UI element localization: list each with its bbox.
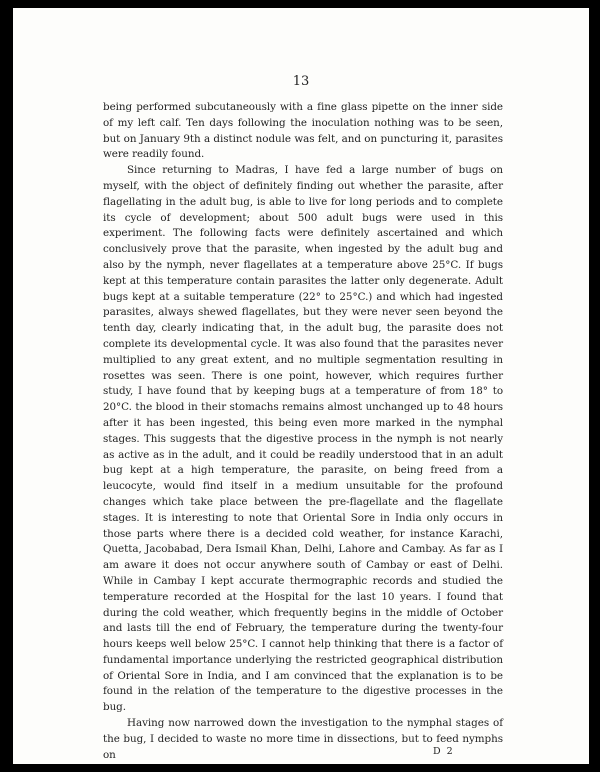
- document-page: [13, 8, 589, 764]
- paragraph-3: Having now narrowed down the investigation to the nymphal stages of the bug, I decided to waste no more time in dissections, but to feed nymphs on: [103, 717, 503, 761]
- paragraph-1: being performed subcutaneously with a fine glass pipette on the inner side of my left calf. Ten days following the inoculation nothing was to be seen, but on January 9th a distinct nodule was felt, and on puncturing it, parasites were readily found.: [103, 101, 503, 161]
- body-text: [103, 100, 503, 763]
- paragraph-2: Since returning to Madras, I have fed a large number of bugs on myself, with the object of definitely finding out whether the parasite, after flagellating in the adult bug, is able to live for long periods and to complete its cycle of development; about 500 adult bugs were used in this experiment. The following facts were definitely ascertained and which conclusively prove that the parasite, when ingested by the adult bug and also by the nymph, never flagellates at a temperature above 25°C. If bugs kept at this temperature contain parasites the latter only degenerate. Adult bugs kept at a suitable temperature (22° to 25°C.) and which had ingested parasites, always shewed flagellates, but they were never seen beyond the tenth day, clearly indicating that, in the adult bug, the parasite does not complete its developmental cycle. It was also found that the parasites never multiplied to any great extent, and no multiple segmentation resulting in rosettes was seen. There is one point, however, which requires further study, I have found that by keeping bugs at a temperature of from 18° to 20°C. the blood in their stomachs remains almost unchanged up to 48 hours after it has been ingested, this being even more marked in the nymphal stages. This suggests that the digestive process in the nymph is not nearly as active as in the adult, and it could be readily understood that in an adult bug kept at a high temperature, the parasite, on being freed from a leucocyte, would find itself in a medium unsuitable for the profound changes which take place between the pre-flagellate and the flagellate stages. It is interesting to note that Oriental Sore in India only occurs in those parts where there is a decided cold weather, for instance Karachi, Quetta, Jacobabad, Dera Ismail Khan, Delhi, Lahore and Cambay. As far as I am aware it does not occur anywhere south of Cambay or east of Delhi. While in Cambay I kept accurate thermographic records and studied the temperature recorded at the Hospital for the last 10 years. I found that during the cold weather, which frequently begins in the middle of October and lasts till the end of February, the temperature during the twenty-four hours keeps well below 25°C. I cannot help thinking that there is a factor of fundamental importance underlying the restricted geographical distribution of Oriental Sore in India, and I am convinced that the explanation is to be found in the relation of the temperature to the digestive processes in the bug.: [103, 164, 503, 714]
- page-number: 13: [292, 74, 310, 89]
- signature-mark: D 2: [433, 746, 455, 757]
